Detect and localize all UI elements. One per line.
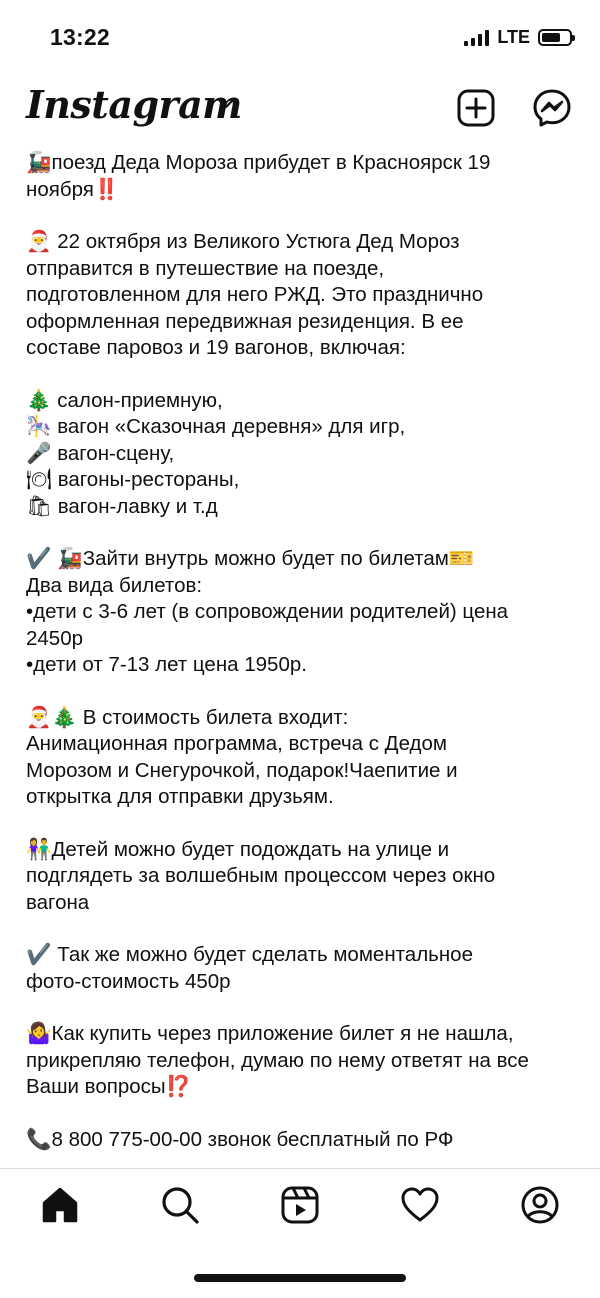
caption-line: •дети от 7-13 лет цена 1950р. bbox=[26, 653, 307, 676]
messenger-icon[interactable] bbox=[532, 88, 572, 128]
caption-paragraph bbox=[26, 1021, 582, 1101]
add-post-icon[interactable] bbox=[456, 88, 496, 128]
caption-line bbox=[26, 229, 582, 256]
caption-line: ✔️ 🚂Зайти внутрь можно будет по билетам🎫 bbox=[26, 547, 475, 570]
post-caption bbox=[26, 150, 582, 1164]
caption-paragraph bbox=[26, 942, 582, 995]
signal-icon bbox=[464, 30, 489, 46]
profile-icon[interactable] bbox=[518, 1183, 562, 1227]
caption-line: Ваши вопросы⁉️ bbox=[26, 1075, 192, 1098]
caption-line: прикрепляю телефон, думаю по нему ответят на все bbox=[26, 1048, 529, 1072]
heart-icon[interactable] bbox=[398, 1183, 442, 1227]
caption-line: 🛍 вагон-лавку и т.д bbox=[26, 494, 218, 518]
status-time: 13:22 bbox=[50, 24, 110, 50]
status-indicators bbox=[464, 27, 572, 48]
caption-line: Морозом и Снегурочкой, подарок!Чаепитие и bbox=[26, 758, 458, 782]
phone-line[interactable]: 📞8 800 775-00-00 звонок бесплатный по РФ bbox=[26, 1127, 454, 1151]
caption-line: ✔️ Так же можно будет сделать моментальное bbox=[26, 943, 473, 966]
caption-paragraph bbox=[26, 705, 582, 811]
caption-line: 🎄 салон-приемную, bbox=[26, 388, 223, 412]
caption-line: Анимационная программа, встреча с Дедом bbox=[26, 732, 447, 755]
battery-icon bbox=[538, 29, 572, 46]
instagram-logo[interactable]: Instagram bbox=[26, 82, 242, 127]
caption-paragraph bbox=[26, 150, 582, 203]
caption-line: •дети с 3-6 лет (в сопровождении родителей) цена bbox=[26, 600, 509, 623]
bottom-nav bbox=[0, 1169, 600, 1249]
caption-line: отправится в путешествие на поезде, bbox=[26, 256, 385, 280]
caption-paragraph bbox=[26, 229, 582, 362]
home-indicator[interactable] bbox=[194, 1274, 406, 1282]
caption-paragraph bbox=[26, 1127, 582, 1154]
caption-line: поезд Деда Мороза прибудет в Красноярск 19 bbox=[51, 151, 491, 174]
app-header bbox=[0, 78, 600, 140]
caption-line: Два вида билетов: bbox=[26, 573, 203, 597]
caption-text: 22 октября из Великого Устюга Дед Мороз bbox=[51, 230, 460, 253]
status-bar bbox=[0, 0, 600, 76]
caption-paragraph bbox=[26, 388, 582, 521]
caption-line: 🎅🎄 В стоимость билета входит: bbox=[26, 705, 349, 729]
caption-line: оформленная передвижная резиденция. В ее bbox=[26, 309, 464, 333]
reels-icon[interactable] bbox=[278, 1183, 322, 1227]
caption-line: 🎤 вагон-сцену, bbox=[26, 441, 175, 465]
caption-line: ноября‼️ bbox=[26, 177, 120, 201]
caption-line: вагона bbox=[26, 890, 90, 914]
caption-line: 2450р bbox=[26, 626, 84, 650]
caption-line: 🎠 вагон «Сказочная деревня» для игр, bbox=[26, 415, 406, 438]
home-icon[interactable] bbox=[38, 1183, 82, 1227]
caption-line: открытка для отправки друзьям. bbox=[26, 785, 334, 808]
caption-line: фото-стоимость 450р bbox=[26, 969, 231, 993]
caption-line: составе паровоз и 19 вагонов, включая: bbox=[26, 336, 406, 359]
caption-line: подглядеть за волшебным процессом через окно bbox=[26, 864, 496, 887]
caption-line: подготовленном для него РЖД. Это празднично bbox=[26, 283, 484, 306]
caption-paragraph bbox=[26, 546, 582, 679]
network-label: LTE bbox=[497, 27, 530, 47]
santa-emoji: 🎅 bbox=[26, 230, 52, 253]
caption-line: 🚂 bbox=[26, 151, 52, 174]
caption-line: 🍽 вагоны-рестораны, bbox=[26, 468, 240, 491]
caption-paragraph bbox=[26, 837, 582, 917]
caption-line: 🤷‍♀️Как купить через приложение билет я не нашла, bbox=[26, 1022, 514, 1045]
chevron-down-icon[interactable] bbox=[218, 98, 234, 110]
search-icon[interactable] bbox=[158, 1183, 202, 1227]
caption-line: 👫Детей можно будет подождать на улице и bbox=[26, 837, 450, 861]
